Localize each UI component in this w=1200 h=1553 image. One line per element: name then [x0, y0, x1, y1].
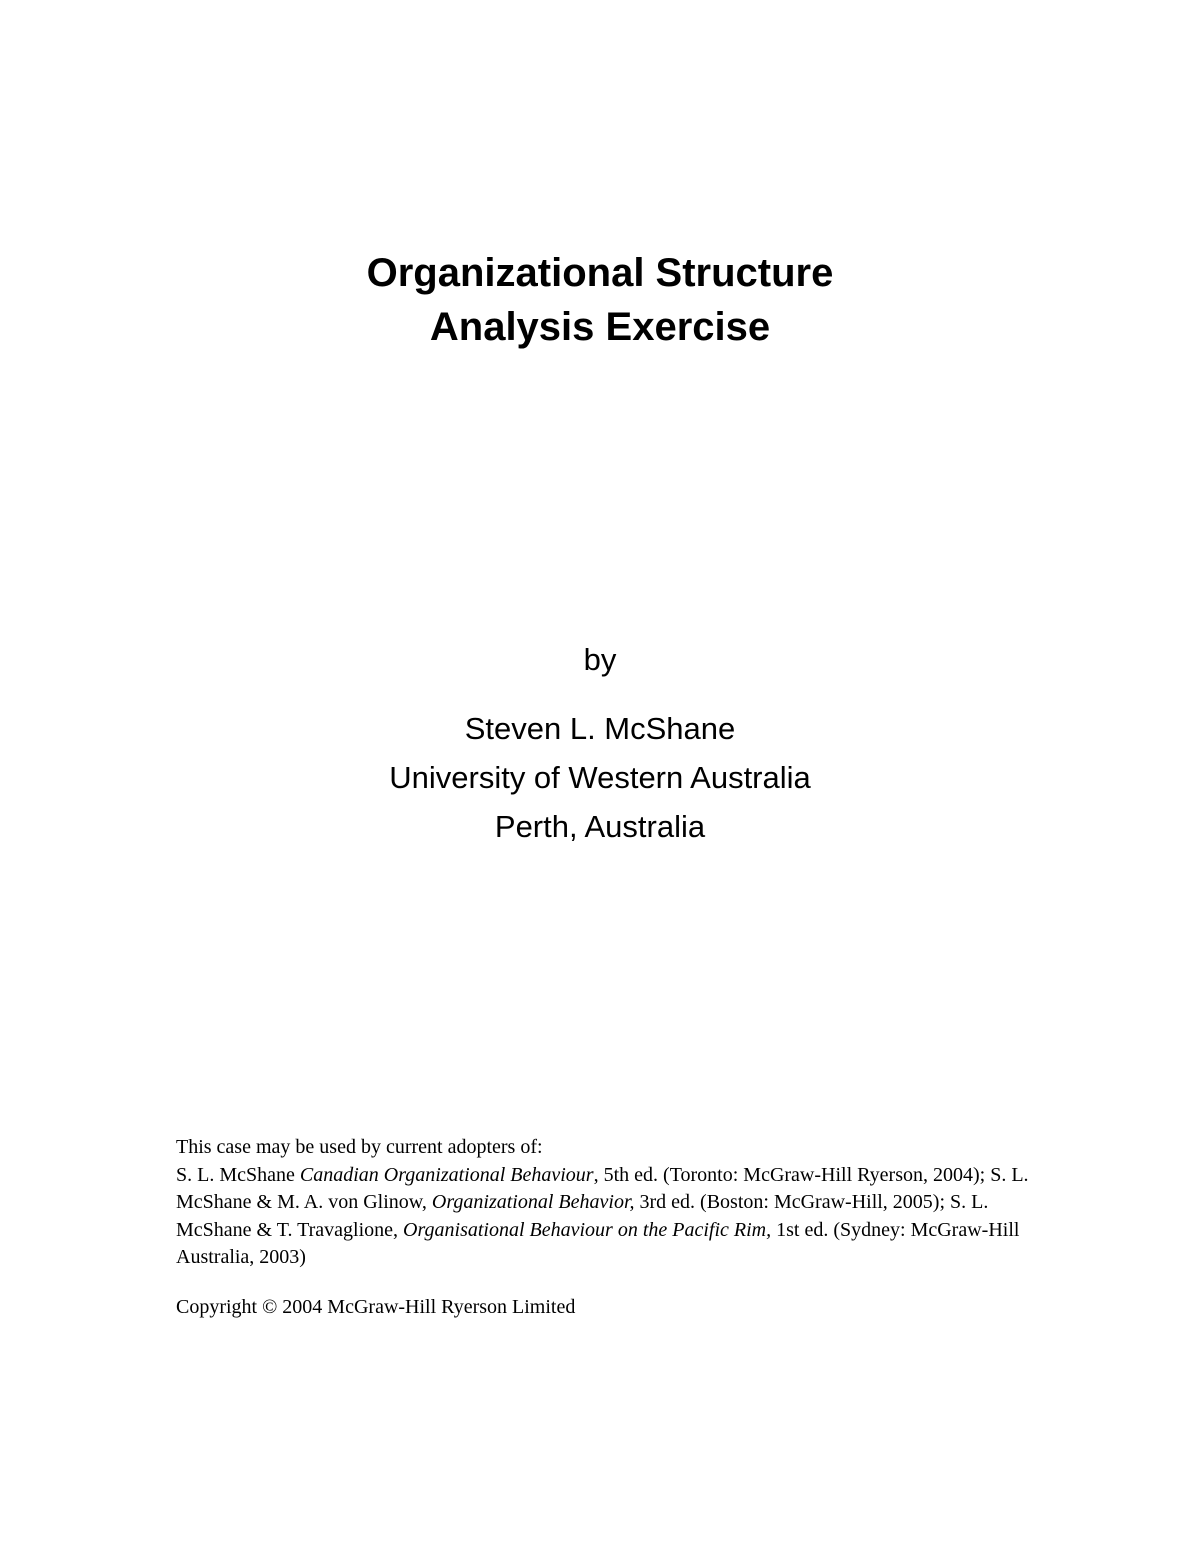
ref2-author: S. L. McShane & M. A. von Glinow,: [176, 1163, 1029, 1213]
by-label: by: [583, 642, 617, 677]
author-block: [0, 704, 1200, 851]
ref2-title: Organizational Behavior,: [431, 1191, 635, 1213]
usage-notice: [176, 1134, 1036, 1321]
copyright-notice: Copyright © 2004 McGraw-Hill Ryerson Limited: [176, 1295, 576, 1318]
ref1-author: S. L. McShane: [176, 1163, 300, 1186]
ref1-details: , 5th ed. (Toronto: McGraw-Hill Ryerson, 2004);: [593, 1163, 991, 1186]
author-institution: University of Western Australia: [389, 760, 811, 795]
ref1-title: Canadian Organizational Behaviour: [299, 1163, 594, 1186]
author-location: Perth, Australia: [494, 809, 706, 844]
ref3-author: S. L. McShane & T. Travaglione,: [176, 1191, 989, 1241]
title-line-2: Analysis Exercise: [429, 305, 771, 349]
ref3-details: 1st ed. (Sydney: McGraw-Hill Australia, 2003): [176, 1218, 1020, 1268]
notice-intro: This case may be used by current adopters of:: [176, 1136, 543, 1158]
byline: [0, 640, 1200, 851]
document-title: [0, 246, 1200, 354]
author-name: Steven L. McShane: [464, 711, 736, 746]
ref2-details: 3rd ed. (Boston: McGraw-Hill, 2005);: [634, 1191, 951, 1213]
title-line-1: Organizational Structure: [366, 251, 834, 295]
ref3-title: Organisational Behaviour on the Pacific Rim,: [403, 1218, 772, 1241]
notice-references: [176, 1162, 1036, 1272]
